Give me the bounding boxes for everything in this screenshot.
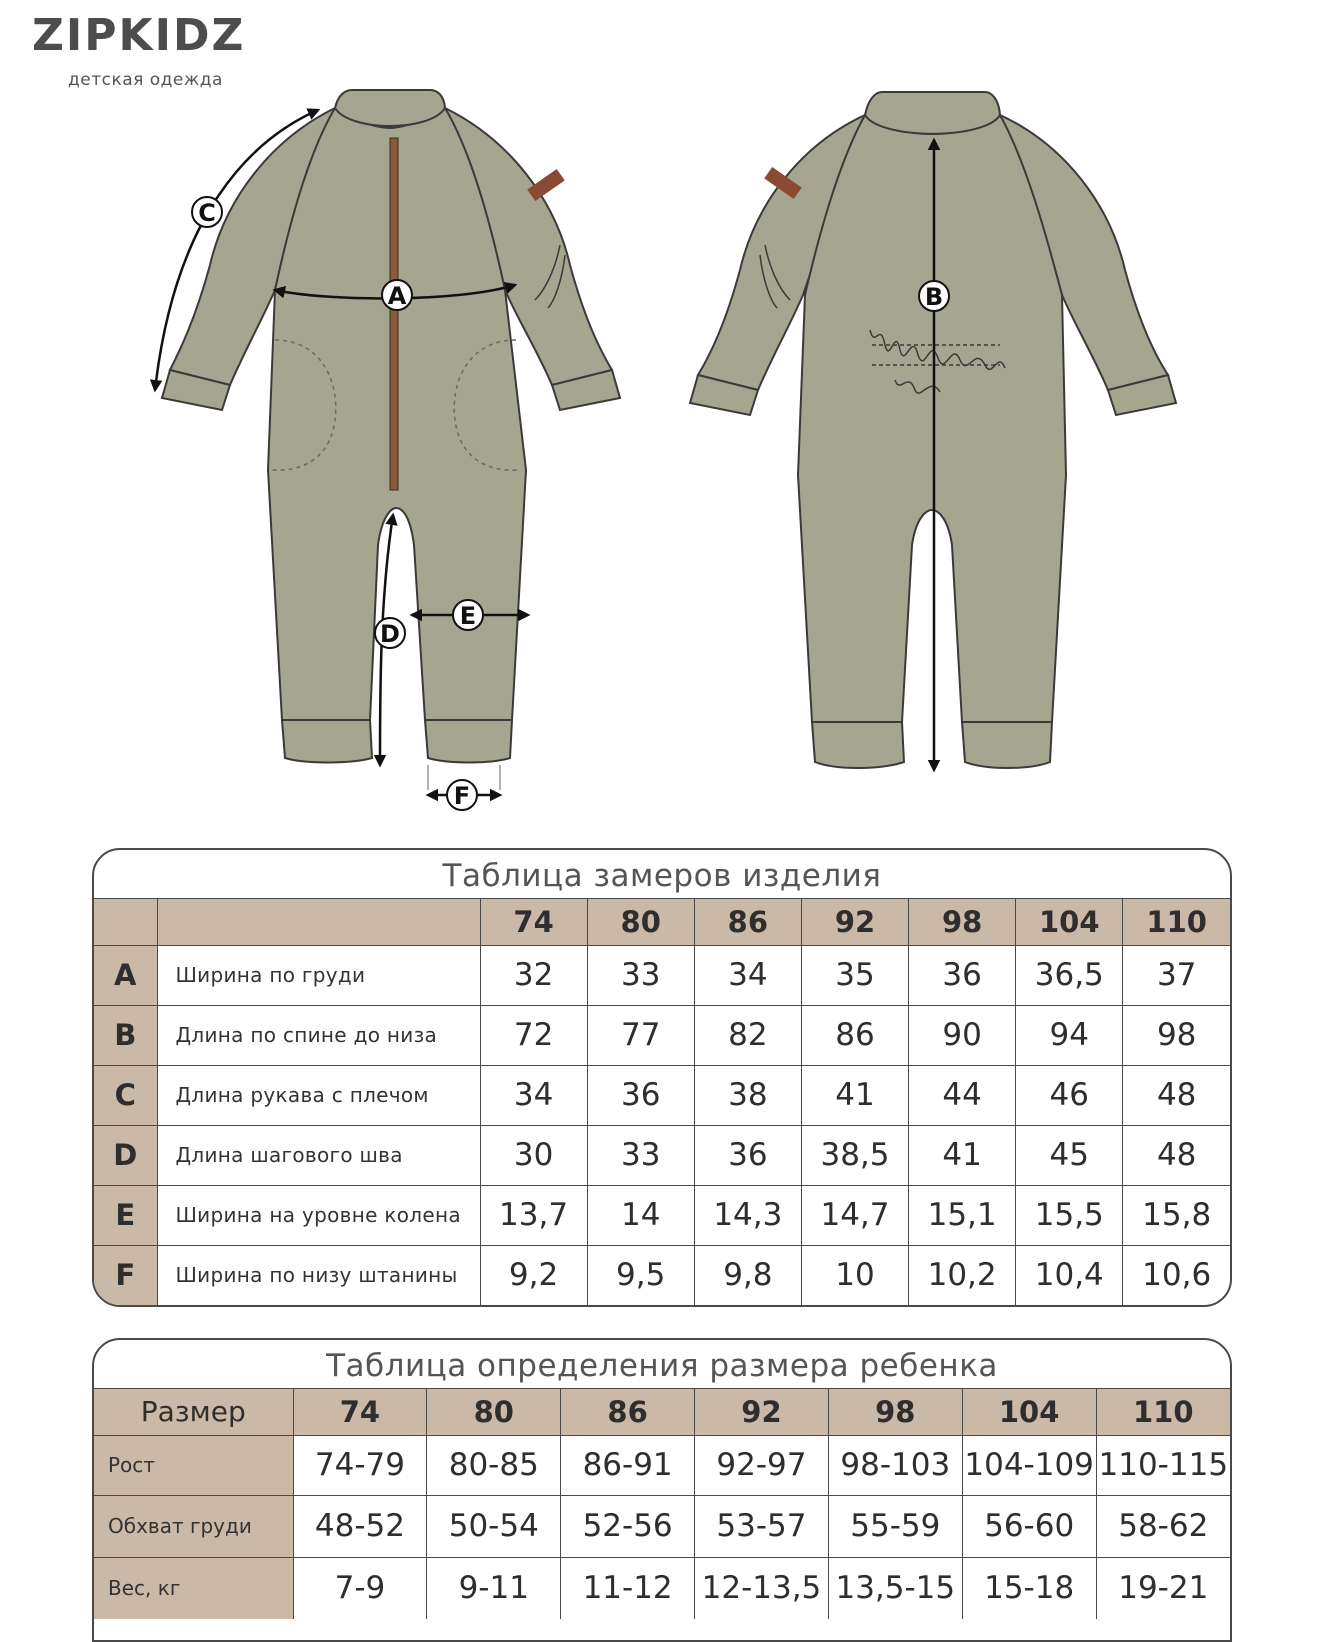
size-header-row xyxy=(94,1389,1230,1435)
cell: 55-59 xyxy=(828,1495,962,1557)
back-collar xyxy=(865,92,1000,134)
measure-size-86: 86 xyxy=(694,899,801,945)
size-col-86: 86 xyxy=(561,1389,695,1435)
cell: 74-79 xyxy=(293,1435,427,1495)
measure-size-92: 92 xyxy=(801,899,908,945)
cell: 9-11 xyxy=(427,1557,561,1619)
cell: 10,2 xyxy=(909,1245,1016,1305)
cell: 53-57 xyxy=(695,1495,829,1557)
cell: 9,2 xyxy=(480,1245,587,1305)
size-col-92: 92 xyxy=(695,1389,829,1435)
cell: 14,7 xyxy=(801,1185,908,1245)
measure-size-74: 74 xyxy=(480,899,587,945)
front-right-leg-cuff xyxy=(425,720,512,763)
measure-header-row xyxy=(94,899,1230,945)
label-d xyxy=(375,618,405,648)
cell: 36,5 xyxy=(1016,945,1123,1005)
size-col-80: 80 xyxy=(427,1389,561,1435)
measure-row-c xyxy=(94,1065,1230,1125)
cell: 92-97 xyxy=(695,1435,829,1495)
svg-text:C: C xyxy=(198,199,216,227)
cell: 36 xyxy=(694,1125,801,1185)
brand-subtitle: детская одежда xyxy=(68,70,223,90)
label-f xyxy=(447,780,477,810)
row-label: Ширина на уровне колена xyxy=(157,1185,480,1245)
svg-text:D: D xyxy=(380,620,400,648)
label-b xyxy=(919,281,949,311)
cell: 98 xyxy=(1123,1005,1230,1065)
cell: 72 xyxy=(480,1005,587,1065)
size-row-weight xyxy=(94,1557,1230,1619)
cell: 52-56 xyxy=(561,1495,695,1557)
front-collar xyxy=(335,90,445,126)
size-table-title: Таблица определения размера ребенка xyxy=(94,1340,1230,1389)
cell: 14 xyxy=(587,1185,694,1245)
size-col-98: 98 xyxy=(828,1389,962,1435)
size-row-height xyxy=(94,1435,1230,1495)
row-code: C xyxy=(94,1065,157,1125)
cell: 14,3 xyxy=(694,1185,801,1245)
cell: 11-12 xyxy=(561,1557,695,1619)
cell: 9,5 xyxy=(587,1245,694,1305)
cell: 13,5-15 xyxy=(828,1557,962,1619)
brand xyxy=(32,10,246,90)
measure-size-104: 104 xyxy=(1016,899,1123,945)
size-col-104: 104 xyxy=(962,1389,1096,1435)
cell: 48 xyxy=(1123,1065,1230,1125)
label-a xyxy=(382,280,412,310)
measure-row-e xyxy=(94,1185,1230,1245)
back-body xyxy=(798,115,1066,722)
cell: 15,5 xyxy=(1016,1185,1123,1245)
cell: 30 xyxy=(480,1125,587,1185)
row-code: D xyxy=(94,1125,157,1185)
cell: 80-85 xyxy=(427,1435,561,1495)
cell: 15,1 xyxy=(909,1185,1016,1245)
row-code: F xyxy=(94,1245,157,1305)
back-right-leg-cuff xyxy=(962,722,1052,768)
cell: 90 xyxy=(909,1005,1016,1065)
cell: 36 xyxy=(587,1065,694,1125)
row-code: A xyxy=(94,945,157,1005)
cell: 36 xyxy=(909,945,1016,1005)
measure-row-f xyxy=(94,1245,1230,1305)
front-zipper xyxy=(390,138,398,490)
row-label: Длина шагового шва xyxy=(157,1125,480,1185)
cell: 33 xyxy=(587,1125,694,1185)
svg-text:F: F xyxy=(453,782,471,810)
cell: 48 xyxy=(1123,1125,1230,1185)
measure-table-title: Таблица замеров изделия xyxy=(94,850,1230,899)
cell: 15,8 xyxy=(1123,1185,1230,1245)
cell: 46 xyxy=(1016,1065,1123,1125)
size-col-110: 110 xyxy=(1096,1389,1230,1435)
cell: 13,7 xyxy=(480,1185,587,1245)
cell: 10,4 xyxy=(1016,1245,1123,1305)
cell: 56-60 xyxy=(962,1495,1096,1557)
measure-size-98: 98 xyxy=(909,899,1016,945)
cell: 94 xyxy=(1016,1005,1123,1065)
measure-header-blank xyxy=(94,899,157,945)
cell: 10,6 xyxy=(1123,1245,1230,1305)
measure-row-d xyxy=(94,1125,1230,1185)
measure-table xyxy=(92,848,1232,1307)
cell: 38,5 xyxy=(801,1125,908,1185)
cell: 41 xyxy=(909,1125,1016,1185)
cell: 34 xyxy=(694,945,801,1005)
row-label: Ширина по низу штанины xyxy=(157,1245,480,1305)
row-label: Длина по спине до низа xyxy=(157,1005,480,1065)
measure-row-a xyxy=(94,945,1230,1005)
cell: 19-21 xyxy=(1096,1557,1230,1619)
cell: 82 xyxy=(694,1005,801,1065)
svg-text:B: B xyxy=(924,283,944,311)
label-e xyxy=(453,600,483,630)
cell: 37 xyxy=(1123,945,1230,1005)
cell: 98-103 xyxy=(828,1435,962,1495)
cell: 45 xyxy=(1016,1125,1123,1185)
cell: 15-18 xyxy=(962,1557,1096,1619)
cell: 9,8 xyxy=(694,1245,801,1305)
cell: 44 xyxy=(909,1065,1016,1125)
measure-header-blank-label xyxy=(157,899,480,945)
brand-logo: ZIPKIDZ xyxy=(32,10,246,61)
row-code: B xyxy=(94,1005,157,1065)
cell: 35 xyxy=(801,945,908,1005)
svg-text:A: A xyxy=(387,282,407,310)
cell: 77 xyxy=(587,1005,694,1065)
cell: 32 xyxy=(480,945,587,1005)
size-row-chest xyxy=(94,1495,1230,1557)
measure-row-b xyxy=(94,1005,1230,1065)
cell: 104-109 xyxy=(962,1435,1096,1495)
row-label: Рост xyxy=(94,1435,293,1495)
cell: 33 xyxy=(587,945,694,1005)
measure-size-80: 80 xyxy=(587,899,694,945)
row-label: Обхват груди xyxy=(94,1495,293,1557)
cell: 41 xyxy=(801,1065,908,1125)
cell: 86-91 xyxy=(561,1435,695,1495)
svg-text:E: E xyxy=(459,602,477,630)
cell: 38 xyxy=(694,1065,801,1125)
size-col-74: 74 xyxy=(293,1389,427,1435)
cell: 50-54 xyxy=(427,1495,561,1557)
front-left-leg-cuff xyxy=(282,720,372,763)
row-label: Ширина по груди xyxy=(157,945,480,1005)
cell: 58-62 xyxy=(1096,1495,1230,1557)
cell: 34 xyxy=(480,1065,587,1125)
cell: 12-13,5 xyxy=(695,1557,829,1619)
row-code: E xyxy=(94,1185,157,1245)
back-left-leg-cuff xyxy=(812,722,904,768)
row-label: Вес, кг xyxy=(94,1557,293,1619)
cell: 10 xyxy=(801,1245,908,1305)
size-table xyxy=(92,1338,1232,1642)
size-header-label: Размер xyxy=(94,1389,293,1435)
measure-size-110: 110 xyxy=(1123,899,1230,945)
cell: 48-52 xyxy=(293,1495,427,1557)
row-label: Длина рукава с плечом xyxy=(157,1065,480,1125)
cell: 7-9 xyxy=(293,1557,427,1619)
label-c xyxy=(192,197,222,227)
cell: 110-115 xyxy=(1096,1435,1230,1495)
cell: 86 xyxy=(801,1005,908,1065)
